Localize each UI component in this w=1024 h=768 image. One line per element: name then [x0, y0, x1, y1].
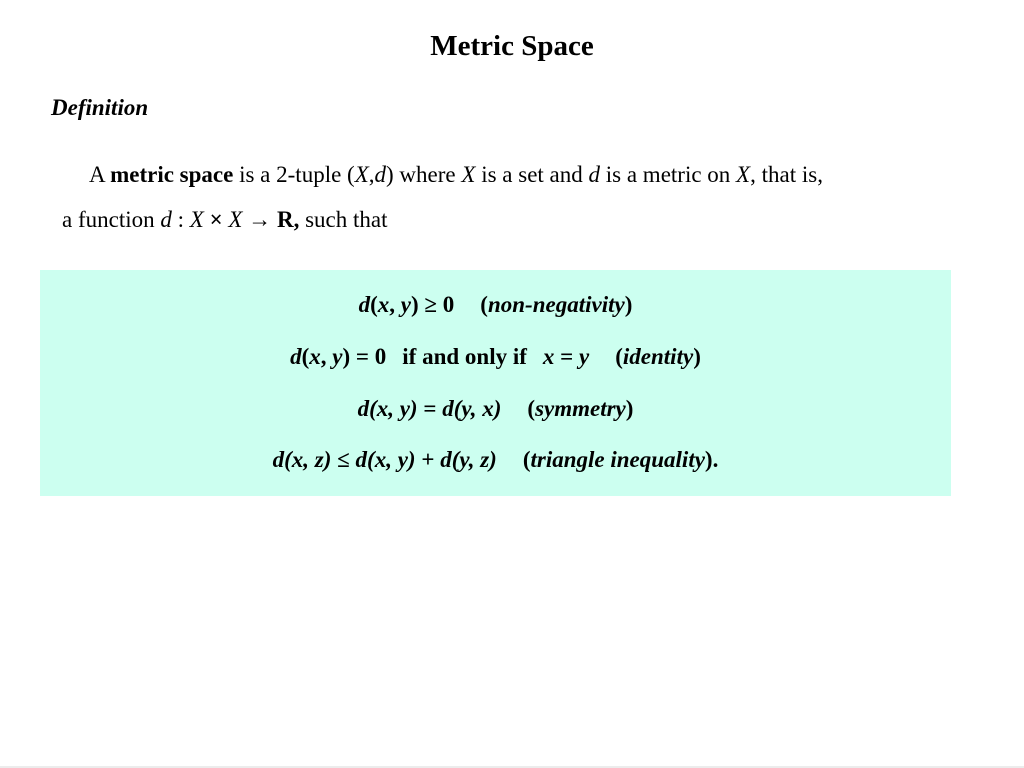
formula: +: [415, 447, 441, 472]
var-X: X: [189, 207, 204, 232]
times-symbol: ×: [203, 207, 229, 232]
axiom-symmetry: d(x, y) = d(y, x) (symmetry): [357, 396, 634, 421]
text: a function: [62, 207, 161, 232]
formula: ,: [389, 292, 401, 317]
axiom-non-negativity: d(x, y) ≥ 0 (non-negativity): [358, 292, 633, 317]
formula: ≤: [331, 447, 356, 472]
formula: y: [579, 344, 590, 369]
text: is a metric on: [600, 162, 737, 187]
formula: d: [290, 344, 302, 369]
text: , that is,: [750, 162, 823, 187]
formula: d: [358, 292, 371, 317]
axiom-name: symmetry: [535, 396, 626, 421]
slide-title: Metric Space: [430, 30, 594, 62]
definition-line-1: [89, 162, 823, 188]
formula: d(x, y): [355, 447, 416, 472]
formula: =: [554, 344, 580, 369]
var-X: X: [228, 207, 243, 232]
text: A: [89, 162, 111, 187]
text: ,: [368, 162, 375, 187]
text: ) where: [386, 162, 462, 187]
axiom-triangle-inequality: d(x, z) ≤ d(x, y) + d(y, z) (triangle inequality).: [272, 447, 719, 472]
var-d: d: [374, 162, 387, 187]
condition: if and only if: [402, 344, 527, 369]
text: such that: [299, 207, 388, 232]
axiom-identity: d(x, y) = 0 if and only if x = y (identity): [290, 344, 701, 369]
formula: y: [332, 344, 343, 369]
axiom-name: identity: [622, 344, 694, 369]
formula: x: [377, 292, 390, 317]
var-d: d: [160, 207, 172, 232]
formula: d(x, y): [357, 396, 418, 421]
formula: x: [542, 344, 555, 369]
text: is a set and: [475, 162, 589, 187]
formula: x: [309, 344, 321, 369]
formula: (: [370, 292, 378, 317]
formula: y: [400, 292, 411, 317]
formula: d(y, z): [440, 447, 497, 472]
reals-symbol: R,: [276, 207, 300, 232]
formula: ) = 0: [342, 344, 387, 369]
var-X: X: [354, 162, 369, 187]
definition-heading: Definition: [51, 95, 149, 120]
period: .: [712, 447, 719, 472]
var-d: d: [588, 162, 600, 187]
text: is a 2-tuple (: [233, 162, 355, 187]
formula: d(y, x): [442, 396, 502, 421]
axiom-name: non-negativity: [487, 292, 625, 317]
var-X: X: [461, 162, 476, 187]
axiom-name: triangle inequality: [530, 447, 705, 472]
arrow-symbol: →: [242, 207, 277, 232]
formula: ,: [320, 344, 333, 369]
var-X: X: [736, 162, 751, 187]
term-metric-space: metric space: [110, 162, 234, 187]
axioms-box: [40, 270, 951, 496]
formula: d(x, z): [272, 447, 332, 472]
formula: ) ≥ 0: [411, 292, 455, 317]
formula: (: [301, 344, 310, 369]
definition-line-2: [62, 207, 388, 233]
text: :: [171, 207, 190, 232]
formula: =: [417, 396, 443, 421]
